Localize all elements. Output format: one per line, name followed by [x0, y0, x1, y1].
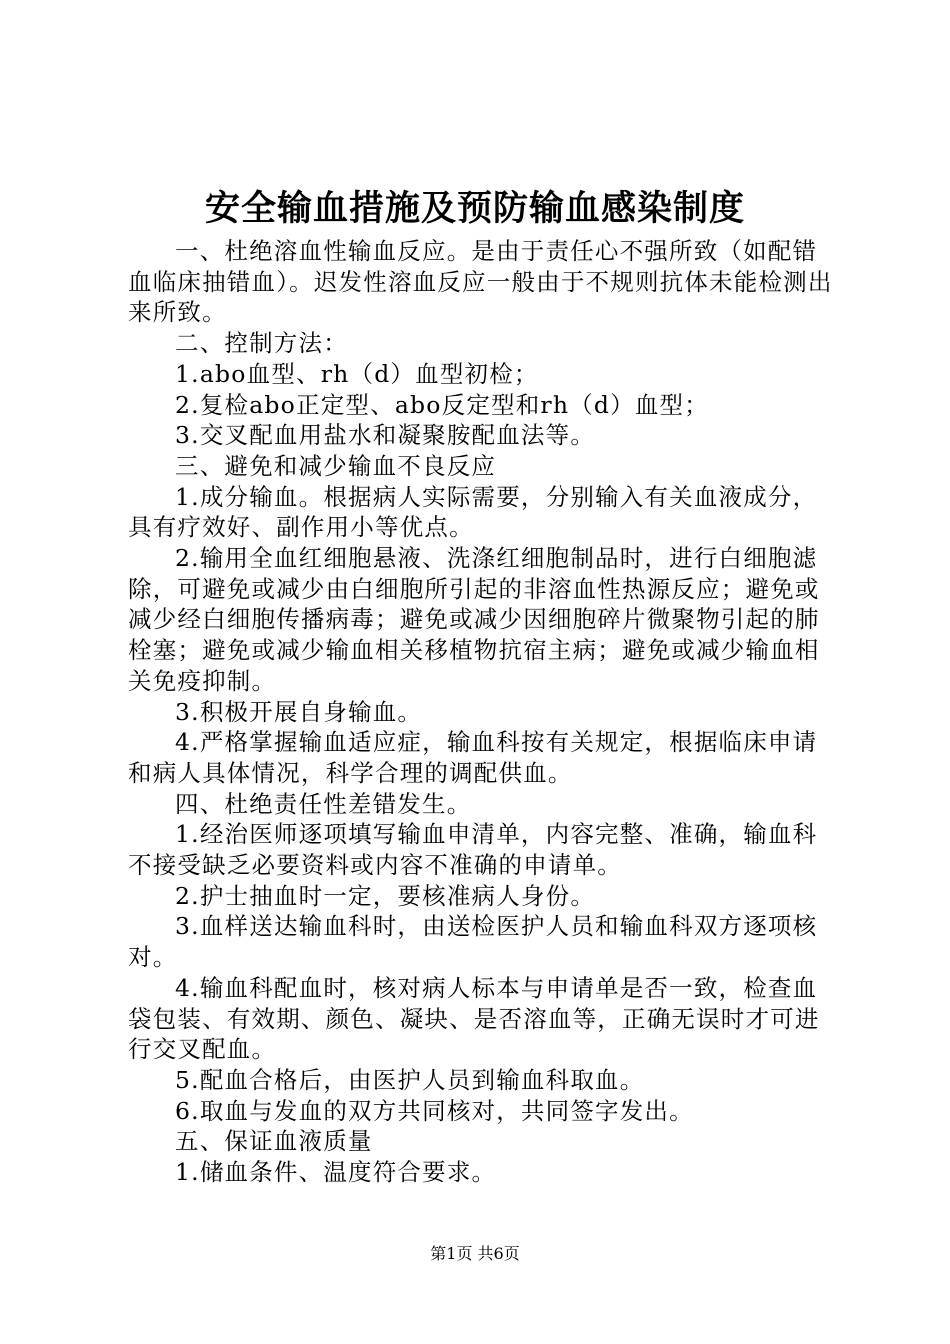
- document-title: 安全输血措施及预防输血感染制度: [204, 188, 745, 229]
- list-item: 6.取血与发血的双方共同核对，共同签字发出。: [175, 1096, 694, 1125]
- list-item: 4.严格掌握输血适应症，输血科按有关规定，根据临床申请和病人具体情况，科学合理的调配供血。: [128, 728, 818, 787]
- section-heading: 三、避免和减少输血不良反应: [175, 451, 497, 480]
- list-item: 1.储血条件、温度符合要求。: [175, 1158, 497, 1187]
- list-item: 3.血样送达输血科时，由送检医护人员和输血科双方逐项核对。: [128, 912, 818, 972]
- section-heading: 四、杜绝责任性差错发生。: [175, 789, 472, 818]
- document-body: [128, 236, 838, 1188]
- list-item: 1.经治医师逐项填写输血申清单，内容完整、准确，输血科不接受缺乏必要资料或内容不准确的申请单。: [128, 820, 818, 880]
- page-footer: 第1页 共6页: [430, 1244, 520, 1263]
- section-heading: 五、保证血液质量: [175, 1127, 373, 1156]
- list-item: 5.配血合格后，由医护人员到输血科取血。: [175, 1065, 645, 1094]
- list-item: 2.复检abo正定型、abo反定型和rh（d）血型；: [175, 390, 709, 419]
- list-item: 3.交叉配血用盐水和凝聚胺配血法等。: [175, 421, 596, 450]
- list-item: 1.abo血型、rh（d）血型初检；: [175, 359, 539, 388]
- list-item: 3.积极开展自身输血。: [175, 697, 423, 726]
- section-heading: 二、控制方法：: [175, 329, 348, 358]
- list-item: 2.输用全血红细胞悬液、洗涤红细胞制品时，进行白细胞滤除，可避免或减少由白细胞所引起的非溶血性热源反应；避免或减少经白细胞传播病毒；避免或减少因细胞碎片微聚物引起的肺栓塞；避免或减少输血相关移植物抗宿主病；避免或减少输血相关免疫抑制。: [128, 544, 820, 695]
- list-item: 1.成分输血。根据病人实际需要，分别输入有关血液成分，具有疗效好、副作用小等优点。: [128, 482, 818, 542]
- paragraph: 一、杜绝溶血性输血反应。是由于责任心不强所致（如配错血临床抽错血）。迟发性溶血反应一般由于不规则抗体未能检测出来所致。: [128, 237, 833, 327]
- list-item: 4.输血科配血时，核对病人标本与申请单是否一致，检查血袋包装、有效期、颜色、凝块、是否溶血等，正确无误时才可进行交叉配血。: [128, 973, 820, 1064]
- list-item: 2.护士抽血时一定，要核准病人身份。: [175, 881, 596, 910]
